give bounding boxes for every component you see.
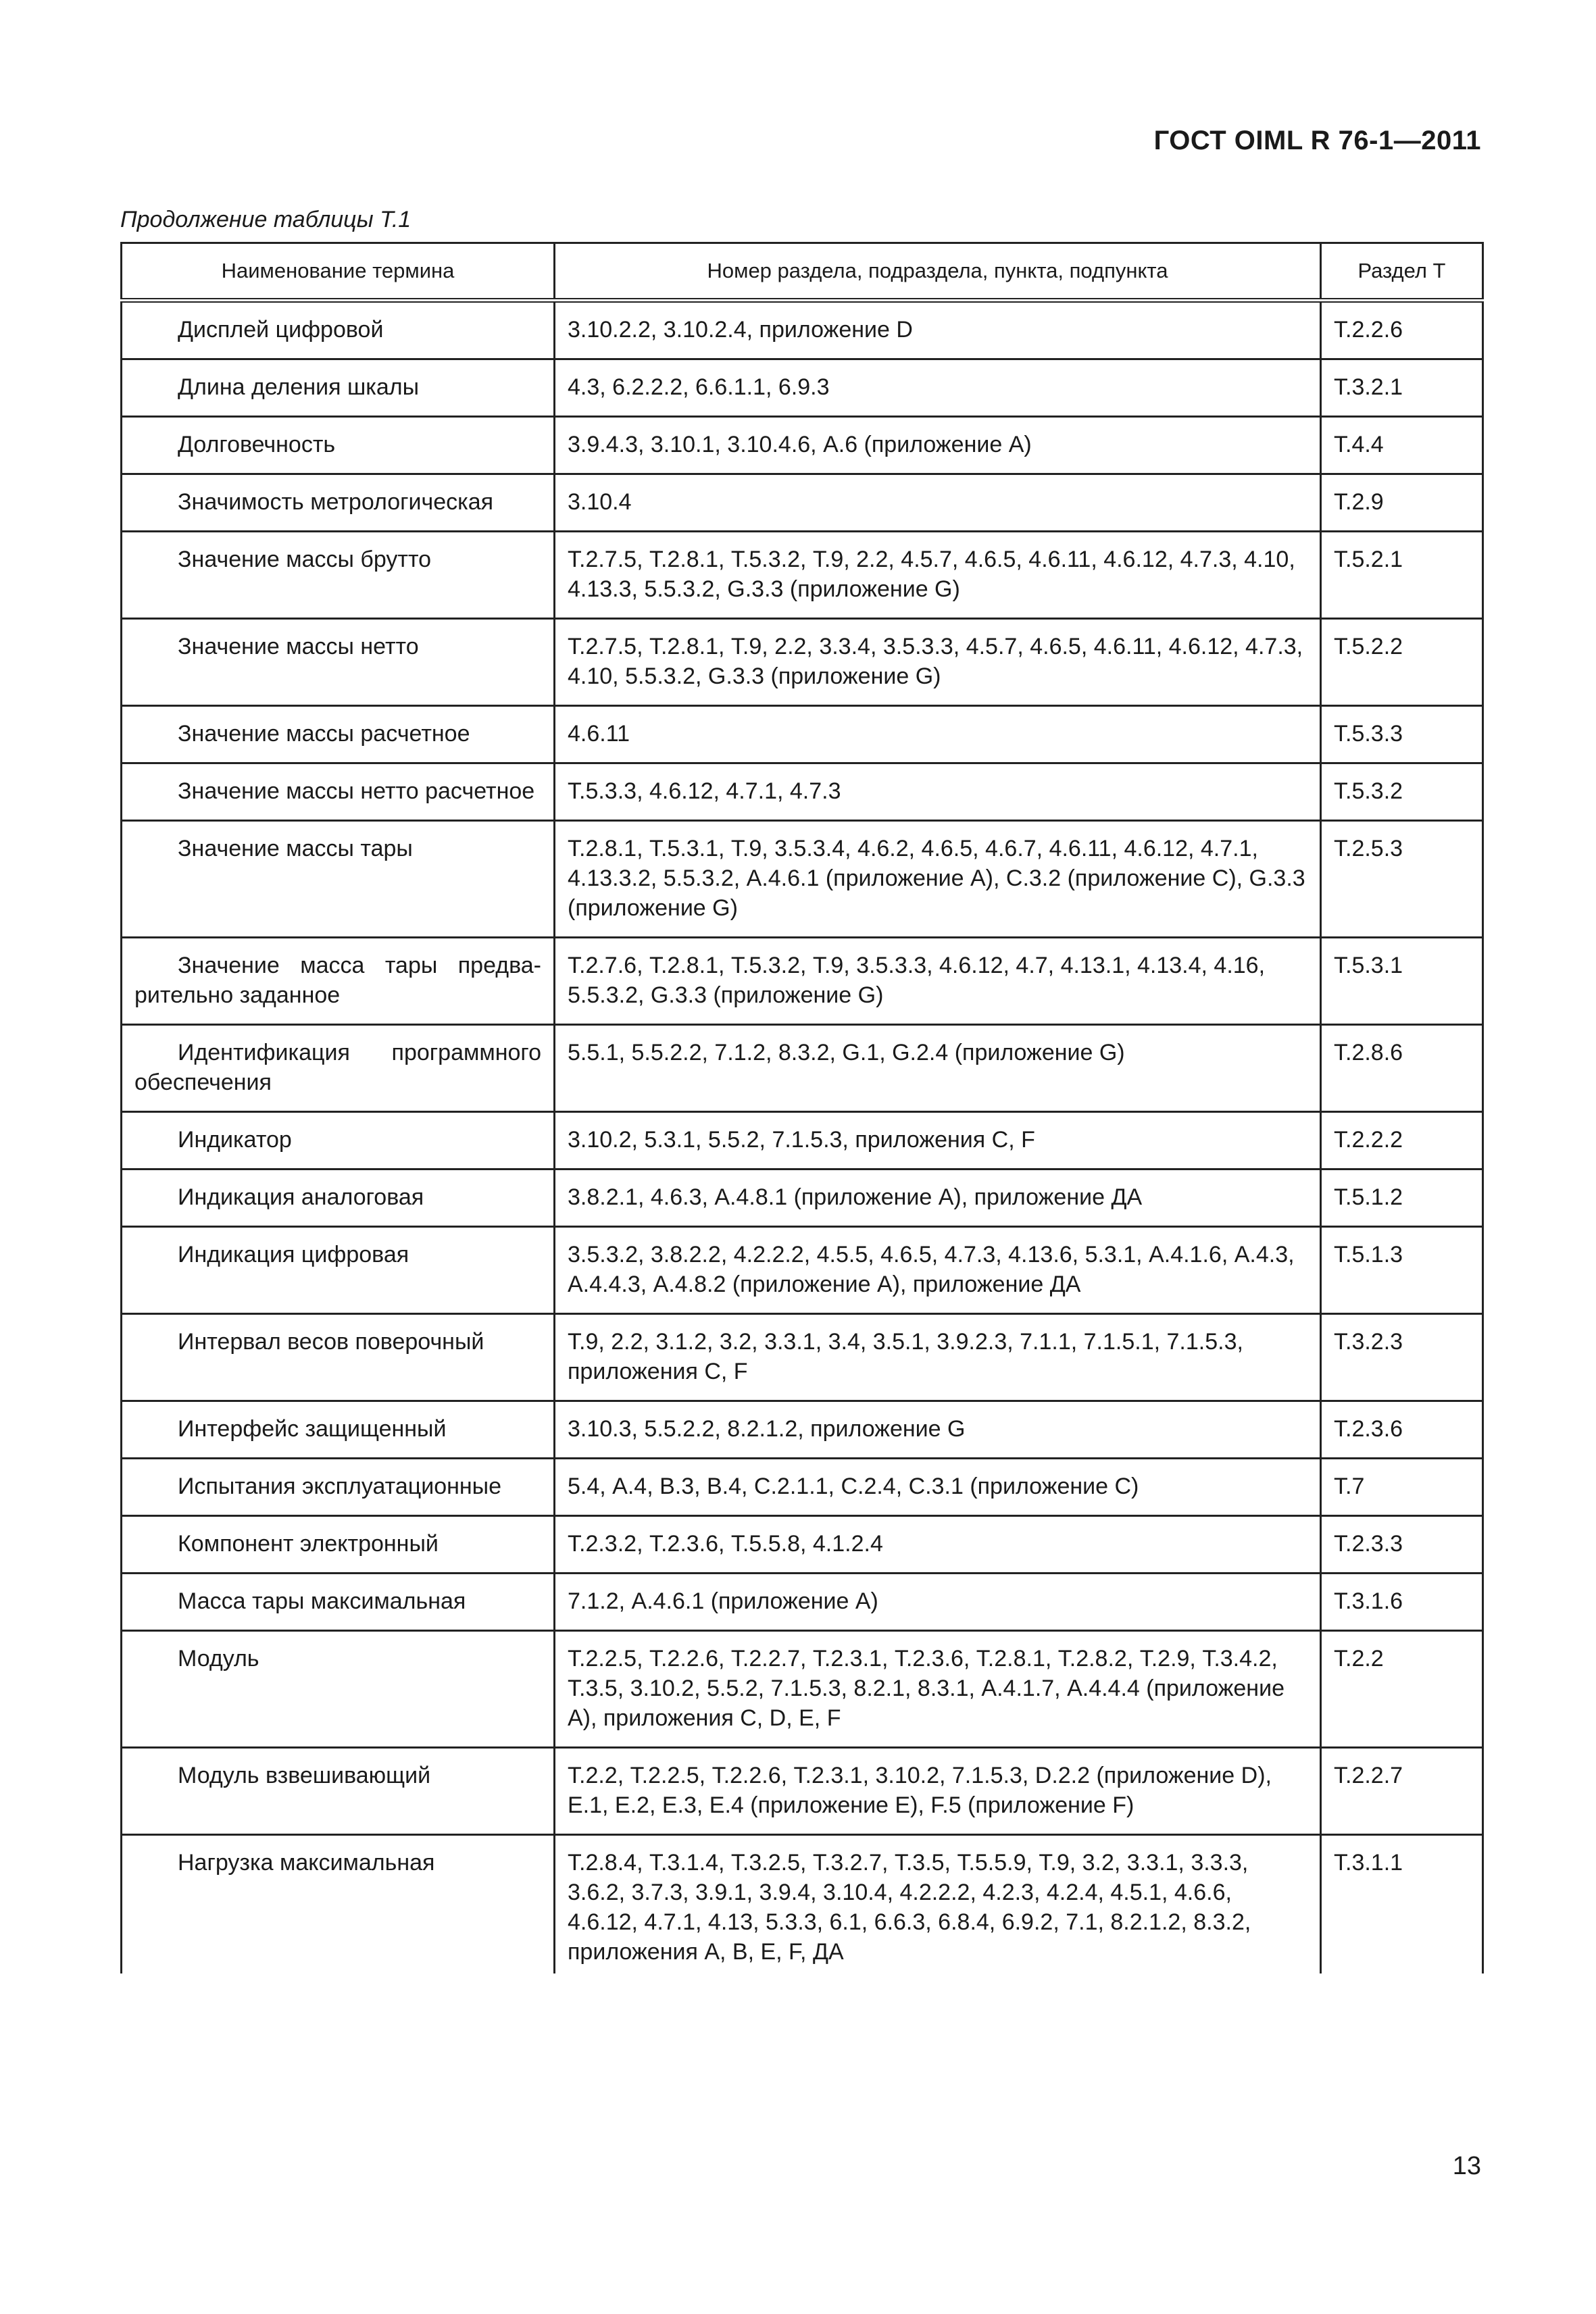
table-row: [122, 1227, 1483, 1314]
term-cell: Значение массы расчетное: [122, 706, 555, 763]
term-cell: Значимость метрологическая: [122, 474, 555, 532]
refs-cell: 7.1.2, А.4.6.1 (приложение А): [555, 1574, 1321, 1631]
column-header-section: Раздел Т: [1321, 243, 1483, 301]
term-cell: Долговечность: [122, 417, 555, 474]
term-cell: Компонент электронный: [122, 1516, 555, 1574]
term-cell: Индикация аналоговая: [122, 1169, 555, 1227]
section-cell: Т.7: [1321, 1459, 1483, 1516]
term-cell: Индикация цифровая: [122, 1227, 555, 1314]
table-row: [122, 417, 1483, 474]
section-cell: Т.5.3.1: [1321, 938, 1483, 1025]
table-row: [122, 1112, 1483, 1169]
refs-cell: 4.3, 6.2.2.2, 6.6.1.1, 6.9.3: [555, 359, 1321, 417]
term-cell: Интерфейс защищенный: [122, 1401, 555, 1459]
table-row: [122, 1516, 1483, 1574]
table-row: [122, 706, 1483, 763]
section-cell: Т.2.8.6: [1321, 1025, 1483, 1112]
table-row: [122, 359, 1483, 417]
refs-cell: Т.2.3.2, Т.2.3.6, Т.5.5.8, 4.1.2.4: [555, 1516, 1321, 1574]
term-cell: Идентификация программного обеспечения: [122, 1025, 555, 1112]
section-cell: Т.5.2.2: [1321, 619, 1483, 706]
section-cell: Т.5.3.3: [1321, 706, 1483, 763]
section-cell: Т.3.1.6: [1321, 1574, 1483, 1631]
refs-cell: Т.2.7.5, Т.2.8.1, Т.9, 2.2, 3.3.4, 3.5.3.3, 4.5.7, 4.6.5, 4.6.11, 4.6.12, 4.7.3, 4.10, 5.5.3.2, G.3.3 (приложение G): [555, 619, 1321, 706]
section-cell: Т.2.2.2: [1321, 1112, 1483, 1169]
refs-cell: 3.10.2.2, 3.10.2.4, приложение D: [555, 301, 1321, 359]
section-cell: Т.5.1.2: [1321, 1169, 1483, 1227]
section-cell: Т.2.3.3: [1321, 1516, 1483, 1574]
term-cell: Длина деления шкалы: [122, 359, 555, 417]
table-header-row: [122, 243, 1483, 301]
term-cell: Индикатор: [122, 1112, 555, 1169]
section-cell: Т.2.5.3: [1321, 821, 1483, 938]
table-row: [122, 938, 1483, 1025]
term-cell: Значение масса тары предварительно заданное: [122, 938, 555, 1025]
section-cell: Т.5.3.2: [1321, 763, 1483, 821]
refs-cell: 4.6.11: [555, 706, 1321, 763]
refs-cell: Т.2.7.5, Т.2.8.1, Т.5.3.2, Т.9, 2.2, 4.5.7, 4.6.5, 4.6.11, 4.6.12, 4.7.3, 4.10, 4.13.3, 5.5.3.2, G.3.3 (приложение G): [555, 532, 1321, 619]
refs-cell: Т.2.8.4, Т.3.1.4, Т.3.2.5, Т.3.2.7, Т.3.5, Т.5.5.9, Т.9, 3.2, 3.3.1, 3.3.3, 3.6.2, 3.7.3, 3.9.1, 3.9.4, 3.10.4, 4.2.2.2, 4.2.3, 4.2.4, 4.5.1, 4.6.6, 4.6.12, 4.7.1, 4.13, 5.3.3, 6.1, 6.6.3, 6.8.4, 6.9.2, 7.1, 8.2.1.2, 8.3.2, приложения А, В, Е, F, ДА: [555, 1835, 1321, 1974]
term-cell: Модуль взвешивающий: [122, 1748, 555, 1835]
table-row: [122, 763, 1483, 821]
refs-cell: 3.10.2, 5.3.1, 5.5.2, 7.1.5.3, приложения С, F: [555, 1112, 1321, 1169]
table-row: [122, 1169, 1483, 1227]
column-header-term: Наименование термина: [122, 243, 555, 301]
table-row: [122, 1401, 1483, 1459]
term-cell: Значение массы брутто: [122, 532, 555, 619]
term-cell: Испытания эксплуатационные: [122, 1459, 555, 1516]
table-row: [122, 474, 1483, 532]
section-cell: Т.2.2.6: [1321, 301, 1483, 359]
table-row: [122, 619, 1483, 706]
table-row: [122, 1631, 1483, 1748]
refs-cell: Т.2.2, Т.2.2.5, Т.2.2.6, Т.2.3.1, 3.10.2, 7.1.5.3, D.2.2 (приложение D), Е.1, Е.2, Е.3, Е.4 (приложение Е), F.5 (приложение F): [555, 1748, 1321, 1835]
section-cell: Т.2.2.7: [1321, 1748, 1483, 1835]
term-cell: Значение массы тары: [122, 821, 555, 938]
term-cell: Модуль: [122, 1631, 555, 1748]
section-cell: Т.5.1.3: [1321, 1227, 1483, 1314]
document-header: ГОСТ OIML R 76-1—2011: [1153, 126, 1481, 155]
column-header-refs: Номер раздела, подраздела, пункта, подпункта: [555, 243, 1321, 301]
term-cell: Значение массы нетто расчетное: [122, 763, 555, 821]
table-row: [122, 1574, 1483, 1631]
section-cell: Т.4.4: [1321, 417, 1483, 474]
table-row: [122, 532, 1483, 619]
section-cell: Т.5.2.1: [1321, 532, 1483, 619]
refs-cell: 3.9.4.3, 3.10.1, 3.10.4.6, А.6 (приложение А): [555, 417, 1321, 474]
term-cell: Дисплей цифровой: [122, 301, 555, 359]
terms-table: [120, 242, 1484, 1973]
term-cell: Нагрузка максимальная: [122, 1835, 555, 1974]
section-cell: Т.3.2.1: [1321, 359, 1483, 417]
table-row: [122, 1314, 1483, 1401]
refs-cell: Т.2.2.5, Т.2.2.6, Т.2.2.7, Т.2.3.1, Т.2.3.6, Т.2.8.1, Т.2.8.2, Т.2.9, Т.3.4.2, Т.3.5, 3.10.2, 5.5.2, 7.1.5.3, 8.2.1, 8.3.1, А.4.1.7, А.4.4.4 (приложение А), приложения С, D, Е, F: [555, 1631, 1321, 1748]
refs-cell: 3.10.3, 5.5.2.2, 8.2.1.2, приложение G: [555, 1401, 1321, 1459]
term-cell: Значение массы нетто: [122, 619, 555, 706]
page-number: 13: [1452, 2152, 1481, 2180]
table-row: [122, 1748, 1483, 1835]
refs-cell: 3.10.4: [555, 474, 1321, 532]
term-cell: Интервал весов поверочный: [122, 1314, 555, 1401]
section-cell: Т.2.2: [1321, 1631, 1483, 1748]
section-cell: Т.2.9: [1321, 474, 1483, 532]
refs-cell: Т.2.8.1, Т.5.3.1, Т.9, 3.5.3.4, 4.6.2, 4.6.5, 4.6.7, 4.6.11, 4.6.12, 4.7.1, 4.13.3.2, 5.5.3.2, А.4.6.1 (приложение А), С.3.2 (приложение С), G.3.3 (приложение G): [555, 821, 1321, 938]
refs-cell: Т.5.3.3, 4.6.12, 4.7.1, 4.7.3: [555, 763, 1321, 821]
table-row: [122, 301, 1483, 359]
refs-cell: Т.9, 2.2, 3.1.2, 3.2, 3.3.1, 3.4, 3.5.1, 3.9.2.3, 7.1.1, 7.1.5.1, 7.1.5.3, приложения С, F: [555, 1314, 1321, 1401]
refs-cell: Т.2.7.6, Т.2.8.1, Т.5.3.2, Т.9, 3.5.3.3, 4.6.12, 4.7, 4.13.1, 4.13.4, 4.16, 5.5.3.2, G.3.3 (приложение G): [555, 938, 1321, 1025]
section-cell: Т.2.3.6: [1321, 1401, 1483, 1459]
section-cell: Т.3.2.3: [1321, 1314, 1483, 1401]
table-row: [122, 1025, 1483, 1112]
refs-cell: 3.8.2.1, 4.6.3, А.4.8.1 (приложение А), приложение ДА: [555, 1169, 1321, 1227]
section-cell: Т.3.1.1: [1321, 1835, 1483, 1974]
table-row: [122, 1459, 1483, 1516]
table-caption: Продолжение таблицы Т.1: [120, 207, 412, 232]
refs-cell: 5.4, А.4, В.3, В.4, С.2.1.1, С.2.4, С.3.1 (приложение С): [555, 1459, 1321, 1516]
table-row: [122, 1835, 1483, 1974]
refs-cell: 3.5.3.2, 3.8.2.2, 4.2.2.2, 4.5.5, 4.6.5, 4.7.3, 4.13.6, 5.3.1, А.4.1.6, А.4.3, А.4.4.3, А.4.8.2 (приложение А), приложение ДА: [555, 1227, 1321, 1314]
term-cell: Масса тары максимальная: [122, 1574, 555, 1631]
refs-cell: 5.5.1, 5.5.2.2, 7.1.2, 8.3.2, G.1, G.2.4 (приложение G): [555, 1025, 1321, 1112]
table-row: [122, 821, 1483, 938]
